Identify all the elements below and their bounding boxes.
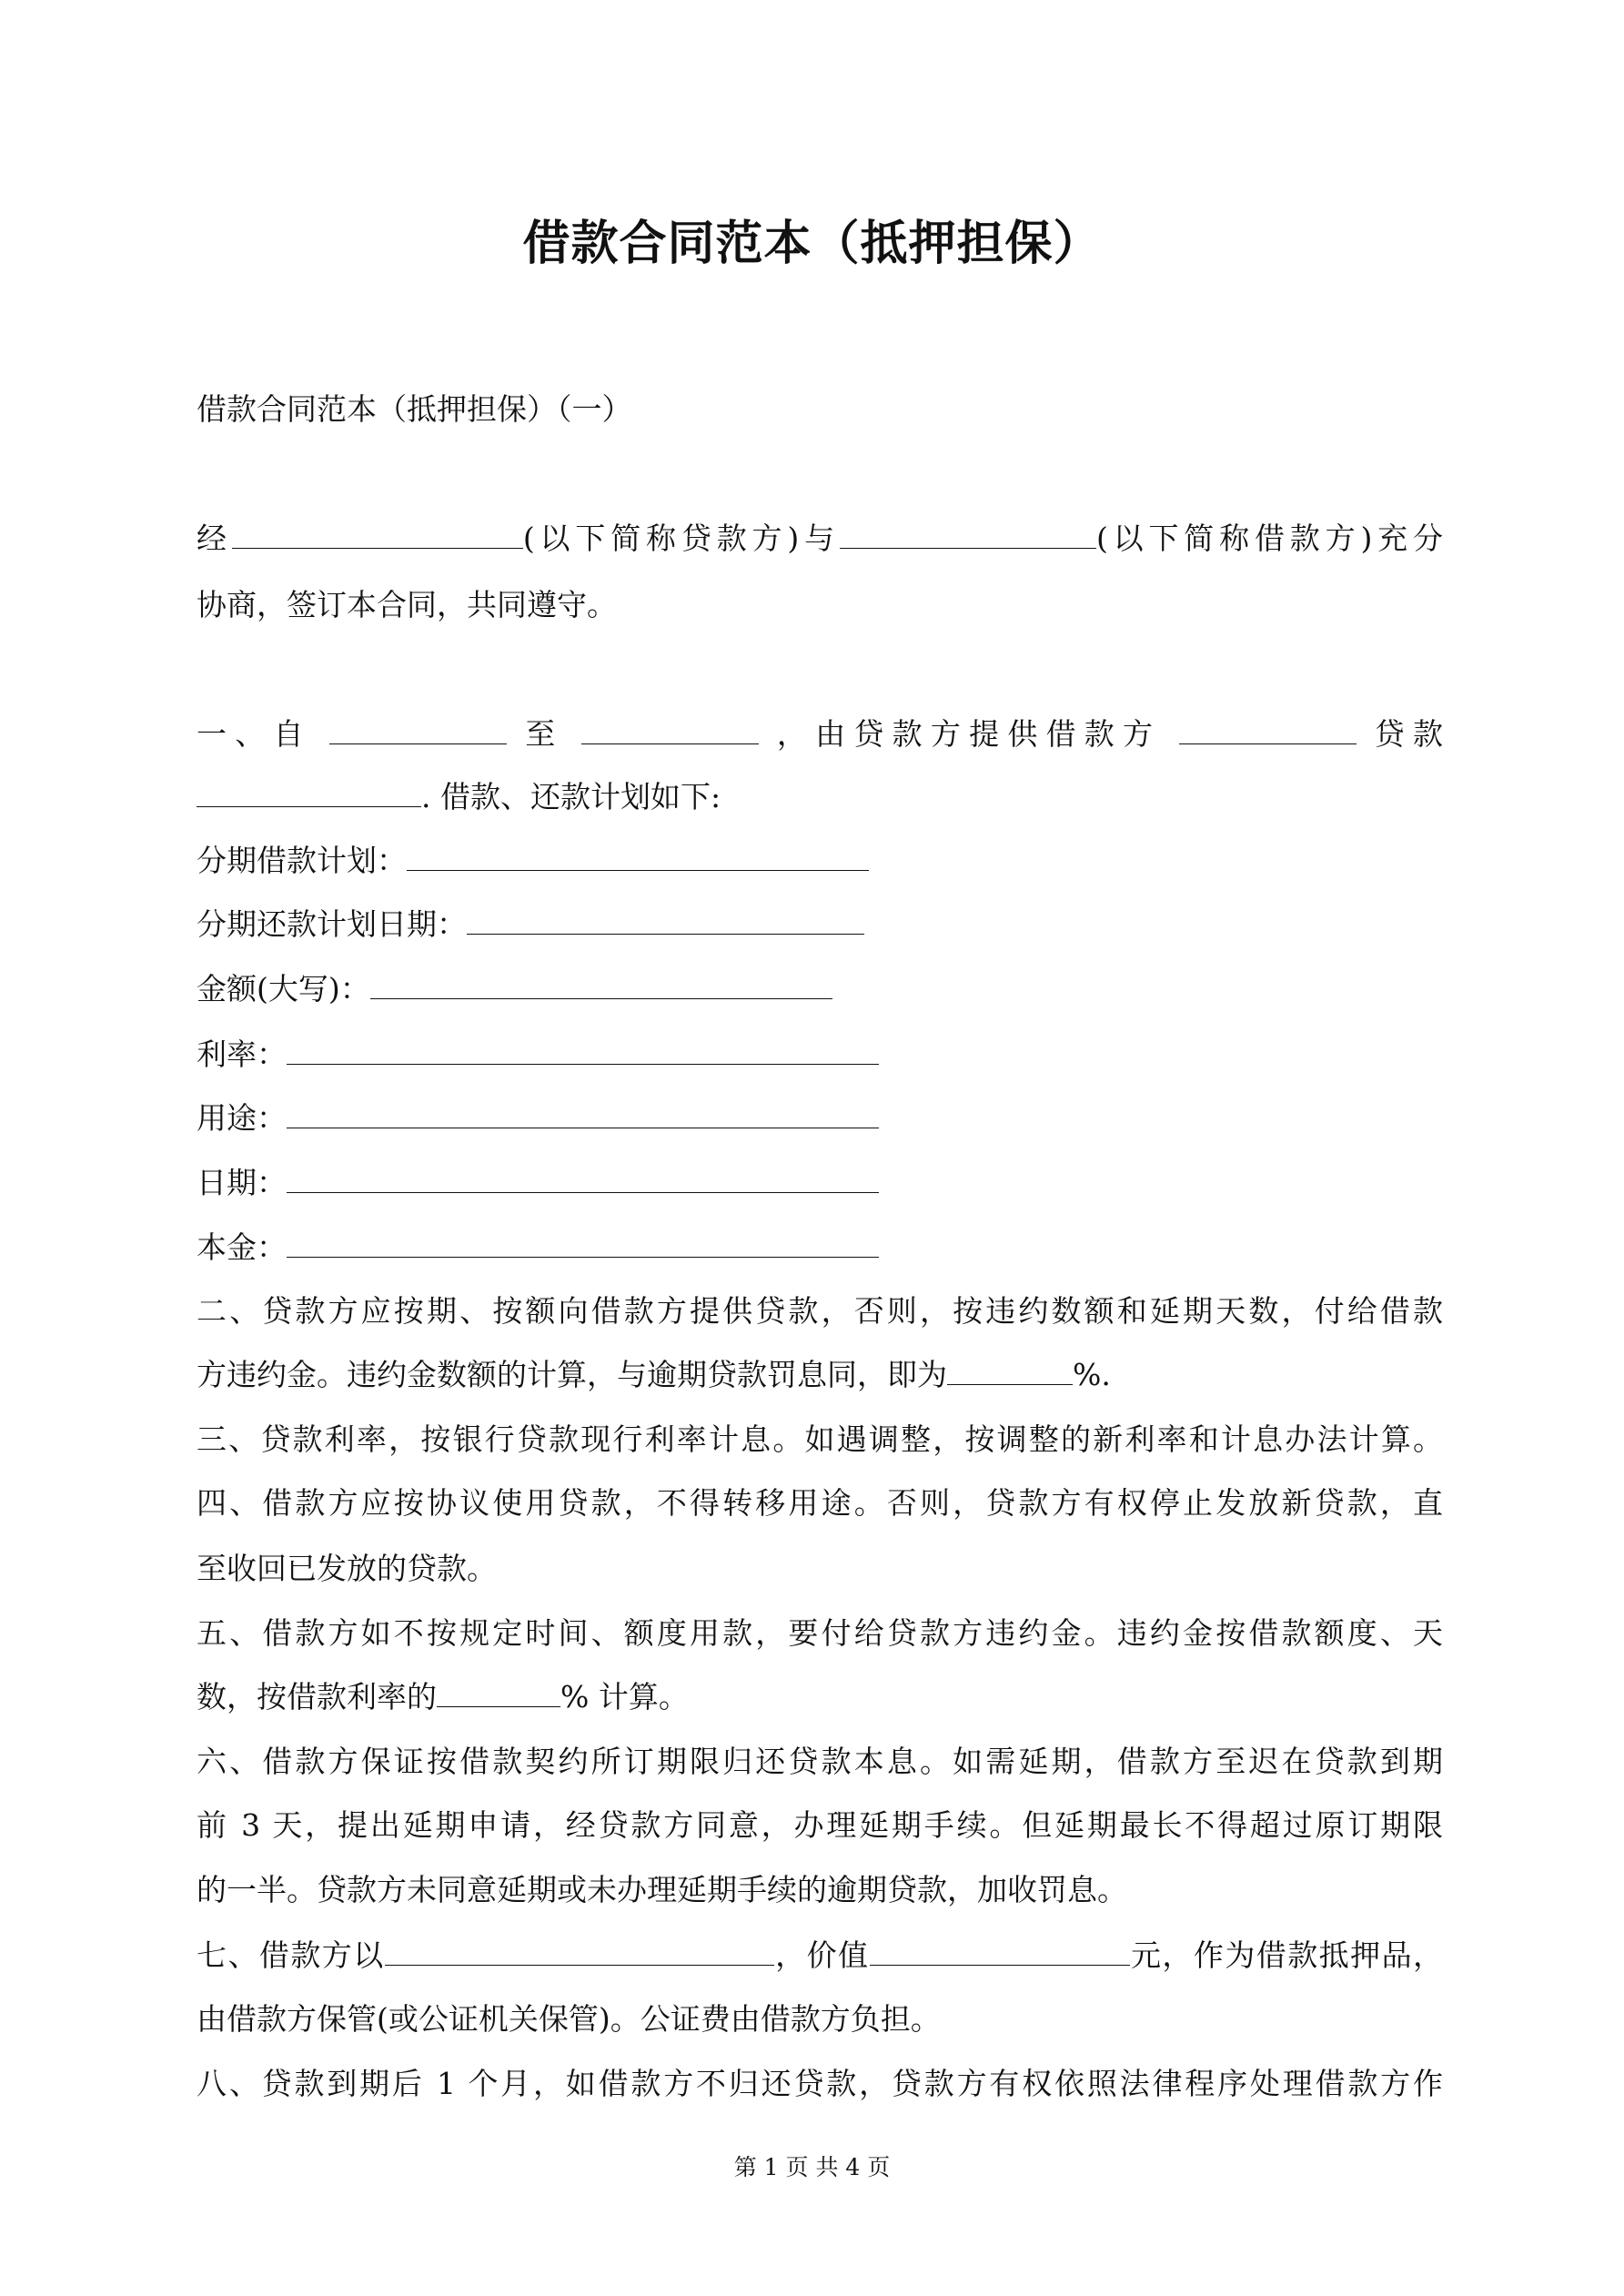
text: ，价值 <box>773 1937 870 1973</box>
page-number: 第 1 页 共 4 页 <box>733 2154 891 2180</box>
text: 方违约金。违约金数额的计算，与逾期贷款罚息同，即为 <box>197 1357 947 1392</box>
clause-6-line-2: 前 3 天，提出延期申请，经贷款方同意，办理延期手续。但延期最长不得超过原订期限 <box>197 1807 1443 1843</box>
label: 本金： <box>197 1229 287 1265</box>
end-date-blank <box>581 716 759 744</box>
text: % 计算。 <box>560 1679 689 1714</box>
clause-4-line-1: 四、借款方应按协议使用贷款，不得转移用途。否则，贷款方有权停止发放新贷款，直 <box>197 1485 1443 1521</box>
clause-6-line-3: 的一半。贷款方未同意延期或未办理延期手续的逾期贷款，加收罚息。 <box>197 1872 1127 1907</box>
blank <box>287 1229 879 1258</box>
label: 分期借款计划： <box>197 843 407 878</box>
loan-type-blank <box>1179 716 1357 744</box>
text: . 借款、还款计划如下: <box>421 779 721 814</box>
field-repayment-date <box>197 905 1443 945</box>
label: 利率： <box>197 1037 287 1072</box>
subtitle: 借款合同范本（抵押担保）（一） <box>197 391 632 427</box>
borrower-blank <box>840 521 1096 549</box>
clause-2-line-1: 二、贷款方应按期、按额向借款方提供贷款，否则，按违约数额和延期天数，付给借款 <box>197 1293 1443 1329</box>
collateral-blank <box>385 1937 774 1966</box>
text: 贷款 <box>1374 716 1444 752</box>
penalty-rate-blank <box>947 1357 1073 1385</box>
field-date <box>197 1163 1443 1203</box>
clause-5-line-2 <box>197 1677 1443 1717</box>
clause-2-line-2 <box>197 1355 1443 1395</box>
text: 元，作为借款抵押品， <box>1129 1937 1444 1973</box>
text: 数，按借款利率的 <box>197 1679 437 1714</box>
document-title: 借款合同范本（抵押担保） <box>522 216 1102 271</box>
field-rate <box>197 1035 1443 1075</box>
label: 金额(大写)： <box>197 971 370 1006</box>
amount-blank <box>197 779 421 807</box>
clause-5-line-1: 五、借款方如不按规定时间、额度用款，要付给贷款方违约金。违约金按借款额度、天 <box>197 1615 1443 1651</box>
field-purpose <box>197 1098 1443 1138</box>
text: 七、借款方以 <box>197 1937 385 1973</box>
lender-blank <box>232 521 523 549</box>
text: (以下简称贷款方)与 <box>522 521 840 556</box>
field-amount <box>197 969 1443 1009</box>
label: 分期还款计划日期： <box>197 906 467 942</box>
clause-7-line-2: 由借款方保管(或公证机关保管)。公证费由借款方负担。 <box>197 2001 941 2037</box>
intro-line-1 <box>197 519 1443 559</box>
clause-4-line-2: 至收回已发放的贷款。 <box>197 1551 497 1586</box>
text: 一、自 <box>197 716 312 752</box>
blank <box>467 906 864 935</box>
clause-6-line-1: 六、借款方保证按借款契约所订期限归还贷款本息。如需延期，借款方至迟在贷款到期 <box>197 1744 1443 1779</box>
field-principal <box>197 1228 1443 1268</box>
clause-1-line-2 <box>197 777 1443 817</box>
text: 经 <box>197 521 232 556</box>
label: 日期： <box>197 1165 287 1200</box>
text: %. <box>1073 1357 1111 1392</box>
start-date-blank <box>329 716 507 744</box>
label: 用途： <box>197 1100 287 1136</box>
text: ，由贷款方提供借款方 <box>776 716 1162 752</box>
blank <box>287 1037 879 1065</box>
value-blank <box>870 1937 1130 1966</box>
blank <box>407 843 869 871</box>
field-installment-plan <box>197 841 1443 881</box>
text: 至 <box>525 716 564 752</box>
rate-blank <box>437 1679 560 1707</box>
clause-8-line-1: 八、贷款到期后 1 个月，如借款方不归还贷款，贷款方有权依照法律程序处理借款方作 <box>197 2066 1443 2101</box>
blank <box>287 1100 879 1128</box>
blank <box>287 1165 879 1193</box>
blank <box>370 971 832 999</box>
clause-1-line-1 <box>197 714 1443 754</box>
clause-3: 三、贷款利率，按银行贷款现行利率计息。如遇调整，按调整的新利率和计息办法计算。 <box>197 1421 1443 1457</box>
intro-line-2: 协商，签订本合同，共同遵守。 <box>197 587 617 622</box>
clause-7-line-1 <box>197 1936 1443 1976</box>
text: (以下简称借款方)充分 <box>1095 521 1444 556</box>
